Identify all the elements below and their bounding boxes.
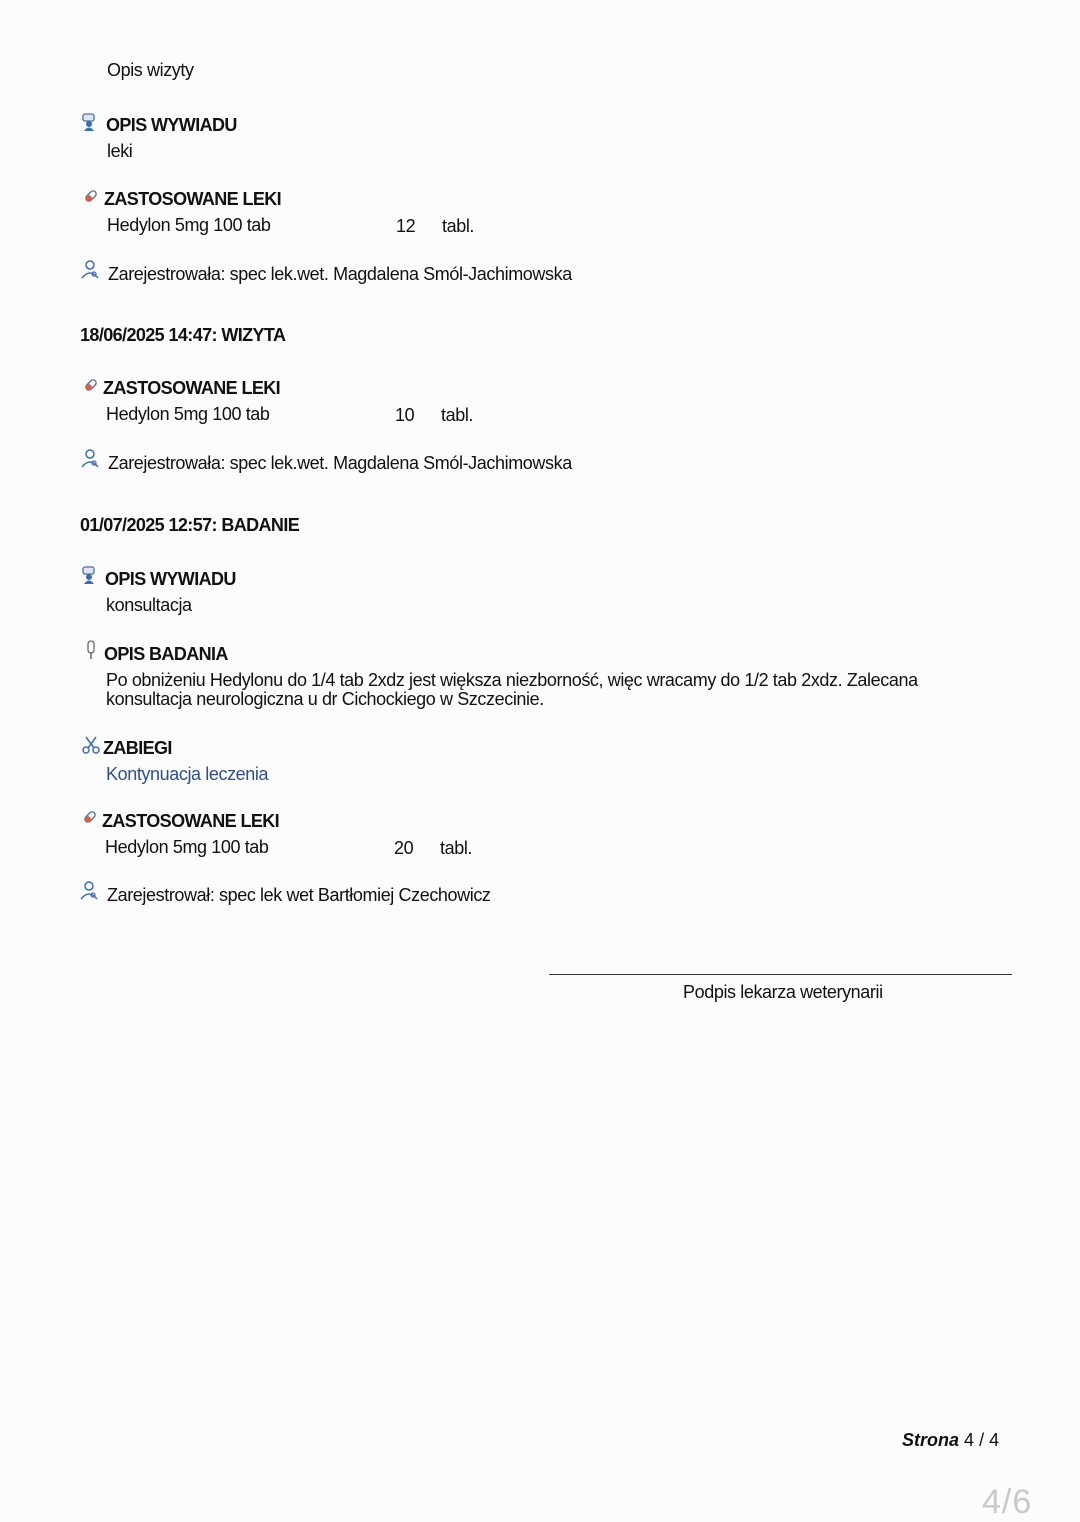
drug-quantity: 10: [395, 405, 415, 425]
signature-line: [549, 974, 1012, 975]
drugs-heading: ZASTOSOWANE LEKI: [104, 189, 282, 209]
doctor-icon: [79, 880, 99, 900]
page-label: Strona: [902, 1430, 960, 1450]
examination-text: Po obniżeniu Hedylonu do 1/4 tab 2xdz jest większa niezborność, więc wracamy do 1/2 tab 2xdz. Zalecana konsultacja neurologiczna u dr Cichockiego w Szczecinie.: [106, 670, 918, 709]
document-page-indicator: 4/6: [982, 1483, 1033, 1521]
doctor-icon: [80, 448, 100, 468]
interview-text: konsultacja: [106, 595, 192, 615]
registered-by: Zarejestrował: spec lek wet Bartłomiej Czechowicz: [107, 885, 491, 905]
interview-text: leki: [107, 141, 133, 161]
drugs-heading: ZASTOSOWANE LEKI: [103, 378, 281, 398]
drugs-heading: ZASTOSOWANE LEKI: [102, 811, 280, 831]
registered-by: Zarejestrowała: spec lek.wet. Magdalena Smól-Jachimowska: [108, 453, 572, 473]
page-total: / 4: [979, 1430, 1000, 1450]
pill-icon: [81, 186, 101, 206]
drug-name: Hedylon 5mg 100 tab: [107, 215, 271, 235]
page-number: [902, 1430, 999, 1451]
procedure-text: Kontynuacja leczenia: [106, 764, 269, 784]
procedures-heading: ZABIEGI: [103, 738, 172, 758]
pill-icon: [80, 807, 100, 827]
drug-quantity: 20: [394, 838, 414, 858]
page-current: 4: [964, 1430, 975, 1450]
visit-date: 01/07/2025 12:57: BADANIE: [80, 515, 300, 535]
scissors-icon: [81, 735, 101, 755]
drug-unit: tabl.: [441, 405, 474, 425]
interview-icon: [81, 565, 101, 585]
drug-unit: tabl.: [442, 216, 475, 236]
section-title: Opis wizyty: [107, 60, 194, 80]
drug-name: Hedylon 5mg 100 tab: [106, 404, 270, 424]
drug-unit: tabl.: [440, 838, 473, 858]
signature-label: Podpis lekarza weterynarii: [683, 982, 883, 1002]
pill-icon: [81, 375, 101, 395]
examination-heading: OPIS BADANIA: [104, 644, 228, 664]
interview-icon: [81, 112, 101, 132]
registered-by: Zarejestrowała: spec lek.wet. Magdalena Smól-Jachimowska: [108, 264, 572, 284]
drug-name: Hedylon 5mg 100 tab: [105, 837, 269, 857]
visit-date: 18/06/2025 14:47: WIZYTA: [80, 325, 286, 345]
probe-icon: [83, 640, 99, 660]
doctor-icon: [80, 259, 100, 279]
drug-quantity: 12: [396, 216, 416, 236]
interview-heading: OPIS WYWIADU: [105, 569, 236, 589]
interview-heading: OPIS WYWIADU: [106, 115, 237, 135]
